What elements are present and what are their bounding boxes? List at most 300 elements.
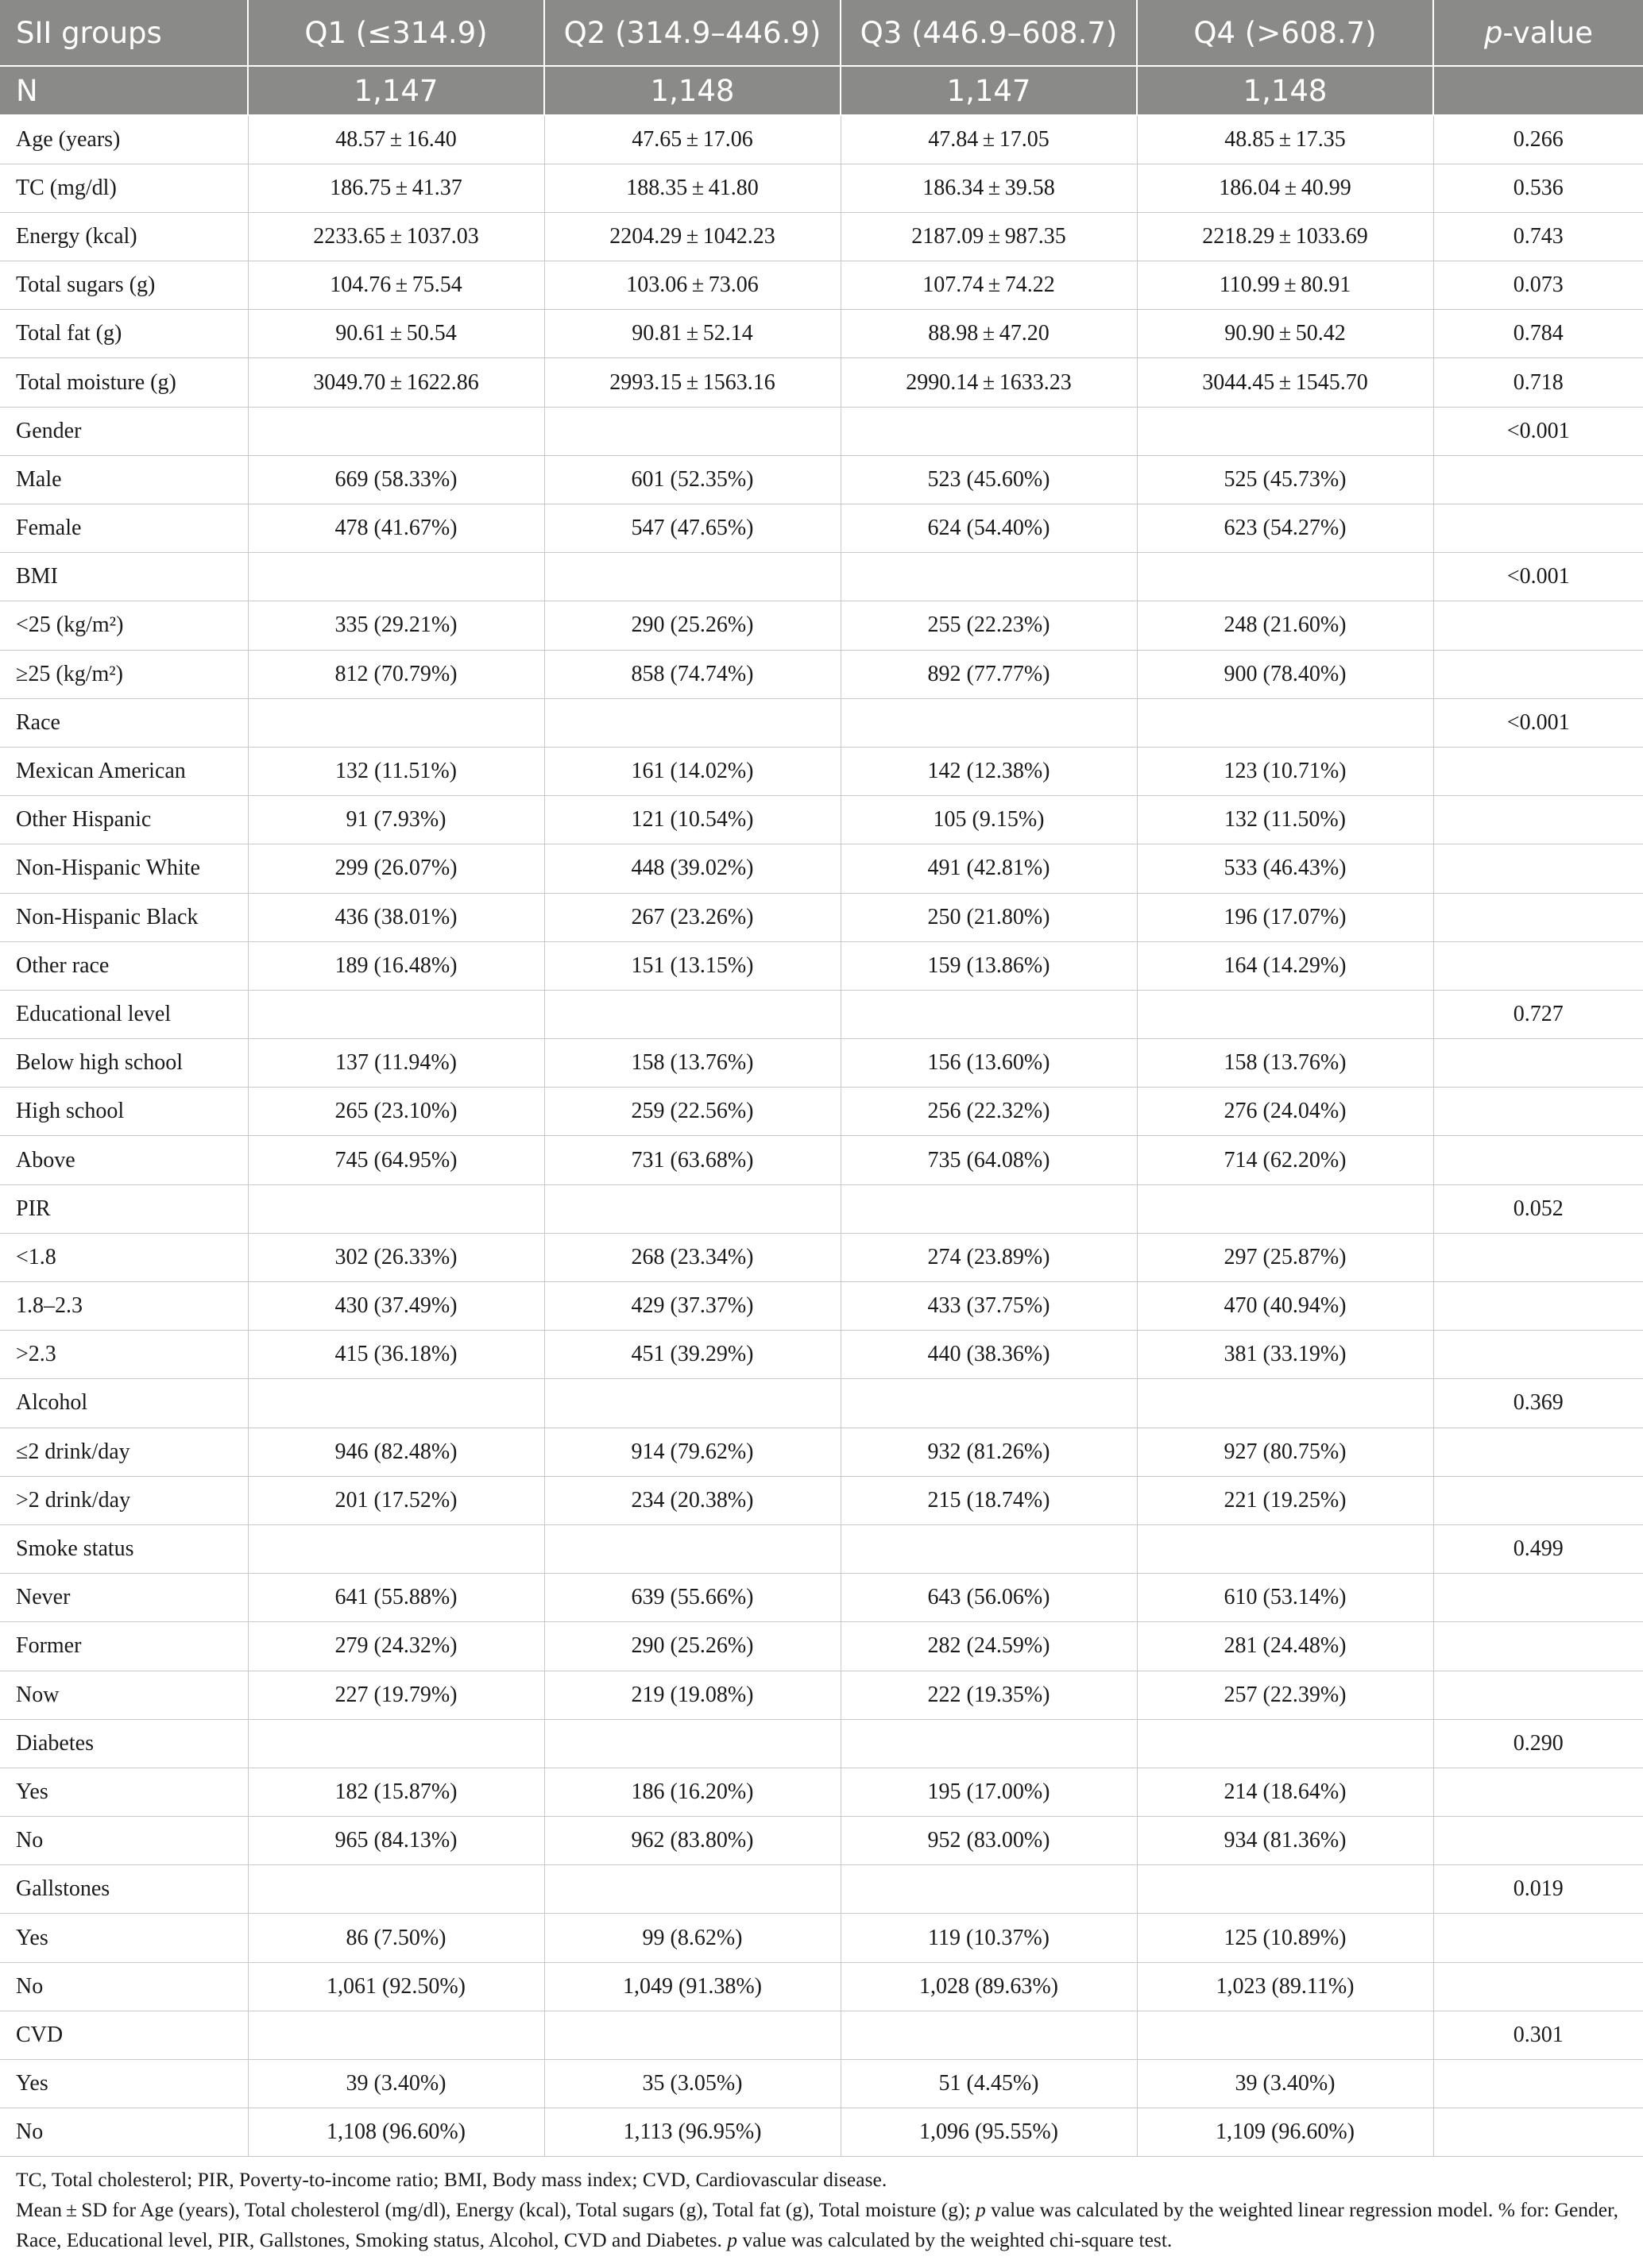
row-label: BMI bbox=[0, 553, 248, 601]
cell-q1: 745 (64.95%) bbox=[248, 1136, 544, 1184]
cell-q2: 601 (52.35%) bbox=[544, 455, 841, 504]
cell-p-value bbox=[1433, 1476, 1643, 1524]
cell-q3 bbox=[841, 1184, 1137, 1233]
cell-q4: 39 (3.40%) bbox=[1137, 2060, 1433, 2108]
cell-q3: 107.74 ± 74.22 bbox=[841, 261, 1137, 310]
n-q2: 1,148 bbox=[544, 66, 841, 115]
cell-q4: 900 (78.40%) bbox=[1137, 650, 1433, 698]
row-label: PIR bbox=[0, 1184, 248, 1233]
cell-p-value bbox=[1433, 1428, 1643, 1476]
cell-q2: 268 (23.34%) bbox=[544, 1233, 841, 1281]
cell-q2: 158 (13.76%) bbox=[544, 1039, 841, 1088]
table-row bbox=[0, 1379, 1643, 1428]
table-row bbox=[0, 844, 1643, 893]
table-row bbox=[0, 1476, 1643, 1524]
cell-q4 bbox=[1137, 1719, 1433, 1768]
cell-q2 bbox=[544, 553, 841, 601]
cell-q1 bbox=[248, 990, 544, 1038]
row-label: ≥25 (kg/m²) bbox=[0, 650, 248, 698]
cell-q4: 3044.45 ± 1545.70 bbox=[1137, 358, 1433, 407]
cell-q3: 215 (18.74%) bbox=[841, 1476, 1137, 1524]
row-label: Above bbox=[0, 1136, 248, 1184]
cell-q2: 35 (3.05%) bbox=[544, 2060, 841, 2108]
table-footnotes bbox=[16, 2165, 1629, 2255]
footnote-mean-text: Mean ± SD for Age (years), Total cholesterol (mg/dl), Energy (kcal), Total sugars (g), Total fat (g), Total moisture (g); bbox=[16, 2198, 976, 2221]
cell-p-value: 0.369 bbox=[1433, 1379, 1643, 1428]
row-label: Age (years) bbox=[0, 115, 248, 164]
cell-q4: 1,023 (89.11%) bbox=[1137, 1962, 1433, 2011]
cell-q4: 257 (22.39%) bbox=[1137, 1671, 1433, 1719]
table-row bbox=[0, 1574, 1643, 1622]
cell-q1: 946 (82.48%) bbox=[248, 1428, 544, 1476]
cell-q4: 125 (10.89%) bbox=[1137, 1914, 1433, 1962]
cell-q1: 1,061 (92.50%) bbox=[248, 1962, 544, 2011]
row-label: Gallstones bbox=[0, 1865, 248, 1914]
table-row bbox=[0, 893, 1643, 941]
cell-p-value bbox=[1433, 1622, 1643, 1671]
cell-q3: 433 (37.75%) bbox=[841, 1282, 1137, 1331]
header-q3: Q3 (446.9–608.7) bbox=[841, 0, 1137, 66]
cell-q3: 250 (21.80%) bbox=[841, 893, 1137, 941]
cell-q1 bbox=[248, 1865, 544, 1914]
cell-q4: 158 (13.76%) bbox=[1137, 1039, 1433, 1088]
cell-q2: 858 (74.74%) bbox=[544, 650, 841, 698]
cell-p-value: 0.266 bbox=[1433, 115, 1643, 164]
cell-p-value: 0.290 bbox=[1433, 1719, 1643, 1768]
cell-q4: 934 (81.36%) bbox=[1137, 1817, 1433, 1865]
cell-p-value bbox=[1433, 844, 1643, 893]
cell-q3 bbox=[841, 1379, 1137, 1428]
cell-p-value bbox=[1433, 504, 1643, 553]
cell-p-value: <0.001 bbox=[1433, 553, 1643, 601]
cell-q3: 105 (9.15%) bbox=[841, 796, 1137, 844]
cell-q2: 2204.29 ± 1042.23 bbox=[544, 212, 841, 261]
row-label: Non-Hispanic White bbox=[0, 844, 248, 893]
cell-q3: 51 (4.45%) bbox=[841, 2060, 1137, 2108]
n-label: N bbox=[0, 66, 248, 115]
row-label: Total fat (g) bbox=[0, 310, 248, 358]
table-row bbox=[0, 1282, 1643, 1331]
cell-q4: 470 (40.94%) bbox=[1137, 1282, 1433, 1331]
table-row bbox=[0, 1524, 1643, 1573]
header-p-value bbox=[1433, 0, 1643, 66]
cell-q2: 90.81 ± 52.14 bbox=[544, 310, 841, 358]
cell-q3: 624 (54.40%) bbox=[841, 504, 1137, 553]
cell-q4: 221 (19.25%) bbox=[1137, 1476, 1433, 1524]
cell-q2: 2993.15 ± 1563.16 bbox=[544, 358, 841, 407]
cell-q2 bbox=[544, 407, 841, 455]
table-row bbox=[0, 698, 1643, 747]
cell-q3: 119 (10.37%) bbox=[841, 1914, 1137, 1962]
row-label: Energy (kcal) bbox=[0, 212, 248, 261]
cell-q3: 735 (64.08%) bbox=[841, 1136, 1137, 1184]
cell-q3: 892 (77.77%) bbox=[841, 650, 1137, 698]
cell-q3: 932 (81.26%) bbox=[841, 1428, 1137, 1476]
cell-q2: 267 (23.26%) bbox=[544, 893, 841, 941]
cell-q1: 478 (41.67%) bbox=[248, 504, 544, 553]
cell-q1: 302 (26.33%) bbox=[248, 1233, 544, 1281]
cell-p-value bbox=[1433, 650, 1643, 698]
cell-q1: 335 (29.21%) bbox=[248, 601, 544, 650]
cell-p-value bbox=[1433, 1768, 1643, 1816]
row-label: Total sugars (g) bbox=[0, 261, 248, 310]
cell-q2: 161 (14.02%) bbox=[544, 747, 841, 795]
row-label: TC (mg/dl) bbox=[0, 164, 248, 212]
footnote-linear-text: value was calculated by the weighted linear regression model. % for: Gender, Race, Educational level, PIR, Gallstones, Smoking status, Alcohol, CVD and Diabetes. bbox=[16, 2198, 1618, 2251]
table-row bbox=[0, 1428, 1643, 1476]
cell-q1 bbox=[248, 1184, 544, 1233]
table-row bbox=[0, 504, 1643, 553]
cell-q1: 430 (37.49%) bbox=[248, 1282, 544, 1331]
cell-q3: 222 (19.35%) bbox=[841, 1671, 1137, 1719]
cell-q4 bbox=[1137, 407, 1433, 455]
cell-q4: 281 (24.48%) bbox=[1137, 1622, 1433, 1671]
cell-q2: 914 (79.62%) bbox=[544, 1428, 841, 1476]
table-row bbox=[0, 941, 1643, 990]
table-header bbox=[0, 0, 1643, 115]
table-row bbox=[0, 1962, 1643, 2011]
row-label: Mexican American bbox=[0, 747, 248, 795]
cell-q4: 276 (24.04%) bbox=[1137, 1088, 1433, 1136]
cell-q1: 132 (11.51%) bbox=[248, 747, 544, 795]
cell-q4 bbox=[1137, 990, 1433, 1038]
cell-q3 bbox=[841, 1524, 1137, 1573]
cell-q1: 265 (23.10%) bbox=[248, 1088, 544, 1136]
cell-q2 bbox=[544, 2011, 841, 2059]
cell-q2: 1,049 (91.38%) bbox=[544, 1962, 841, 2011]
footnote-p-italic-1: p bbox=[975, 2198, 986, 2221]
cell-q4: 123 (10.71%) bbox=[1137, 747, 1433, 795]
cell-q3 bbox=[841, 553, 1137, 601]
header-sii-groups: SII groups bbox=[0, 0, 248, 66]
cell-p-value bbox=[1433, 455, 1643, 504]
table-row bbox=[0, 261, 1643, 310]
row-label: <1.8 bbox=[0, 1233, 248, 1281]
cell-p-value bbox=[1433, 2108, 1643, 2157]
table-row bbox=[0, 407, 1643, 455]
cell-p-value bbox=[1433, 1914, 1643, 1962]
table-row bbox=[0, 1768, 1643, 1816]
cell-q1 bbox=[248, 698, 544, 747]
cell-q4: 214 (18.64%) bbox=[1137, 1768, 1433, 1816]
header-q1: Q1 (≤314.9) bbox=[248, 0, 544, 66]
cell-q1 bbox=[248, 2011, 544, 2059]
cell-q4: 623 (54.27%) bbox=[1137, 504, 1433, 553]
row-label: Yes bbox=[0, 2060, 248, 2108]
table-row bbox=[0, 2108, 1643, 2157]
cell-q3: 643 (56.06%) bbox=[841, 1574, 1137, 1622]
row-label: Female bbox=[0, 504, 248, 553]
table-row bbox=[0, 115, 1643, 164]
cell-q3: 952 (83.00%) bbox=[841, 1817, 1137, 1865]
table-row bbox=[0, 212, 1643, 261]
row-label: >2.3 bbox=[0, 1331, 248, 1379]
cell-q1: 641 (55.88%) bbox=[248, 1574, 544, 1622]
cell-p-value bbox=[1433, 1136, 1643, 1184]
table-row bbox=[0, 1719, 1643, 1768]
cell-p-value bbox=[1433, 1233, 1643, 1281]
table-row bbox=[0, 1865, 1643, 1914]
cell-q1: 137 (11.94%) bbox=[248, 1039, 544, 1088]
cell-q2 bbox=[544, 1184, 841, 1233]
cell-q1: 189 (16.48%) bbox=[248, 941, 544, 990]
row-label: Other race bbox=[0, 941, 248, 990]
cell-q3: 256 (22.32%) bbox=[841, 1088, 1137, 1136]
table-row bbox=[0, 601, 1643, 650]
cell-p-value bbox=[1433, 1574, 1643, 1622]
row-label: No bbox=[0, 1817, 248, 1865]
row-label: Below high school bbox=[0, 1039, 248, 1088]
table-row bbox=[0, 796, 1643, 844]
cell-q3: 186.34 ± 39.58 bbox=[841, 164, 1137, 212]
row-label: Other Hispanic bbox=[0, 796, 248, 844]
table-row bbox=[0, 990, 1643, 1038]
row-label: Never bbox=[0, 1574, 248, 1622]
cell-p-value: 0.718 bbox=[1433, 358, 1643, 407]
cell-q1: 299 (26.07%) bbox=[248, 844, 544, 893]
table-body bbox=[0, 115, 1643, 2157]
cell-q3: 440 (38.36%) bbox=[841, 1331, 1137, 1379]
cell-q4: 2218.29 ± 1033.69 bbox=[1137, 212, 1433, 261]
cell-q3 bbox=[841, 990, 1137, 1038]
row-label: No bbox=[0, 1962, 248, 2011]
cell-q1: 86 (7.50%) bbox=[248, 1914, 544, 1962]
cell-q2: 547 (47.65%) bbox=[544, 504, 841, 553]
cell-q1: 965 (84.13%) bbox=[248, 1817, 544, 1865]
cell-q2: 962 (83.80%) bbox=[544, 1817, 841, 1865]
row-label: Diabetes bbox=[0, 1719, 248, 1768]
n-p-value bbox=[1433, 66, 1643, 115]
cell-q1: 812 (70.79%) bbox=[248, 650, 544, 698]
cell-q2: 451 (39.29%) bbox=[544, 1331, 841, 1379]
cell-p-value bbox=[1433, 1282, 1643, 1331]
cell-q3: 47.84 ± 17.05 bbox=[841, 115, 1137, 164]
cell-q2: 103.06 ± 73.06 bbox=[544, 261, 841, 310]
cell-q2 bbox=[544, 1865, 841, 1914]
cell-q2 bbox=[544, 990, 841, 1038]
cell-q2: 731 (63.68%) bbox=[544, 1136, 841, 1184]
cell-q1: 436 (38.01%) bbox=[248, 893, 544, 941]
cell-q1 bbox=[248, 553, 544, 601]
n-q4: 1,148 bbox=[1137, 66, 1433, 115]
cell-q4: 714 (62.20%) bbox=[1137, 1136, 1433, 1184]
row-label: No bbox=[0, 2108, 248, 2157]
cell-q3: 1,096 (95.55%) bbox=[841, 2108, 1137, 2157]
table-row bbox=[0, 650, 1643, 698]
cell-q4 bbox=[1137, 1379, 1433, 1428]
cell-q1: 279 (24.32%) bbox=[248, 1622, 544, 1671]
table-row bbox=[0, 1622, 1643, 1671]
cell-q4: 48.85 ± 17.35 bbox=[1137, 115, 1433, 164]
table-row bbox=[0, 310, 1643, 358]
row-label: Race bbox=[0, 698, 248, 747]
cell-q2: 121 (10.54%) bbox=[544, 796, 841, 844]
table-row bbox=[0, 1331, 1643, 1379]
cell-q3: 156 (13.60%) bbox=[841, 1039, 1137, 1088]
table-row bbox=[0, 164, 1643, 212]
table-row bbox=[0, 1817, 1643, 1865]
n-row bbox=[0, 66, 1643, 115]
header-q4: Q4 (>608.7) bbox=[1137, 0, 1433, 66]
row-label: Total moisture (g) bbox=[0, 358, 248, 407]
table-row bbox=[0, 553, 1643, 601]
cell-p-value: 0.301 bbox=[1433, 2011, 1643, 2059]
row-label: <25 (kg/m²) bbox=[0, 601, 248, 650]
row-label: Gender bbox=[0, 407, 248, 455]
cell-p-value bbox=[1433, 1817, 1643, 1865]
row-label: Yes bbox=[0, 1768, 248, 1816]
cell-q1: 2233.65 ± 1037.03 bbox=[248, 212, 544, 261]
table-row bbox=[0, 1184, 1643, 1233]
cell-q2: 290 (25.26%) bbox=[544, 1622, 841, 1671]
cell-q4: 90.90 ± 50.42 bbox=[1137, 310, 1433, 358]
cell-p-value: 0.499 bbox=[1433, 1524, 1643, 1573]
table-row bbox=[0, 358, 1643, 407]
cell-q3: 274 (23.89%) bbox=[841, 1233, 1137, 1281]
cell-q2: 151 (13.15%) bbox=[544, 941, 841, 990]
cell-q3: 282 (24.59%) bbox=[841, 1622, 1137, 1671]
cell-q3: 88.98 ± 47.20 bbox=[841, 310, 1137, 358]
cell-q1: 1,108 (96.60%) bbox=[248, 2108, 544, 2157]
cell-q2: 219 (19.08%) bbox=[544, 1671, 841, 1719]
cell-q1: 91 (7.93%) bbox=[248, 796, 544, 844]
cell-q4: 297 (25.87%) bbox=[1137, 1233, 1433, 1281]
cell-q4: 132 (11.50%) bbox=[1137, 796, 1433, 844]
row-label: Educational level bbox=[0, 990, 248, 1038]
cell-q2: 188.35 ± 41.80 bbox=[544, 164, 841, 212]
cell-q4: 533 (46.43%) bbox=[1137, 844, 1433, 893]
table-row bbox=[0, 1088, 1643, 1136]
cell-q2 bbox=[544, 698, 841, 747]
cell-q3: 159 (13.86%) bbox=[841, 941, 1137, 990]
cell-q4: 1,109 (96.60%) bbox=[1137, 2108, 1433, 2157]
cell-p-value: 0.727 bbox=[1433, 990, 1643, 1038]
cell-q2: 429 (37.37%) bbox=[544, 1282, 841, 1331]
cell-q3: 491 (42.81%) bbox=[841, 844, 1137, 893]
cell-q1 bbox=[248, 407, 544, 455]
cell-q4: 186.04 ± 40.99 bbox=[1137, 164, 1433, 212]
table-row bbox=[0, 1914, 1643, 1962]
cell-q3 bbox=[841, 1865, 1137, 1914]
row-label: 1.8–2.3 bbox=[0, 1282, 248, 1331]
cell-q3 bbox=[841, 2011, 1137, 2059]
cell-p-value: 0.784 bbox=[1433, 310, 1643, 358]
cell-p-value bbox=[1433, 747, 1643, 795]
cell-q4: 610 (53.14%) bbox=[1137, 1574, 1433, 1622]
cell-p-value bbox=[1433, 1331, 1643, 1379]
cell-q4: 248 (21.60%) bbox=[1137, 601, 1433, 650]
cell-p-value: 0.073 bbox=[1433, 261, 1643, 310]
cell-q3: 523 (45.60%) bbox=[841, 455, 1137, 504]
cell-p-value: <0.001 bbox=[1433, 407, 1643, 455]
row-label: CVD bbox=[0, 2011, 248, 2059]
cell-q4: 164 (14.29%) bbox=[1137, 941, 1433, 990]
table-row bbox=[0, 1233, 1643, 1281]
cell-q3 bbox=[841, 698, 1137, 747]
cell-q1: 669 (58.33%) bbox=[248, 455, 544, 504]
cell-q1 bbox=[248, 1379, 544, 1428]
cell-q1: 227 (19.79%) bbox=[248, 1671, 544, 1719]
row-label: Now bbox=[0, 1671, 248, 1719]
cell-q1: 201 (17.52%) bbox=[248, 1476, 544, 1524]
row-label: Male bbox=[0, 455, 248, 504]
cell-q3: 2187.09 ± 987.35 bbox=[841, 212, 1137, 261]
cell-p-value bbox=[1433, 1962, 1643, 2011]
cell-q1: 3049.70 ± 1622.86 bbox=[248, 358, 544, 407]
cell-q3 bbox=[841, 1719, 1137, 1768]
row-label: Yes bbox=[0, 1914, 248, 1962]
cell-p-value bbox=[1433, 796, 1643, 844]
cell-q2: 186 (16.20%) bbox=[544, 1768, 841, 1816]
row-label: Smoke status bbox=[0, 1524, 248, 1573]
cell-q1: 48.57 ± 16.40 bbox=[248, 115, 544, 164]
cell-q3: 255 (22.23%) bbox=[841, 601, 1137, 650]
table-row bbox=[0, 1039, 1643, 1088]
cell-q4 bbox=[1137, 698, 1433, 747]
cell-q4: 196 (17.07%) bbox=[1137, 893, 1433, 941]
cell-q1: 182 (15.87%) bbox=[248, 1768, 544, 1816]
row-label: High school bbox=[0, 1088, 248, 1136]
cell-q4: 525 (45.73%) bbox=[1137, 455, 1433, 504]
cell-q2 bbox=[544, 1719, 841, 1768]
cell-q2: 234 (20.38%) bbox=[544, 1476, 841, 1524]
cell-p-value bbox=[1433, 2060, 1643, 2108]
cell-p-value bbox=[1433, 1039, 1643, 1088]
row-label: >2 drink/day bbox=[0, 1476, 248, 1524]
cell-q2: 47.65 ± 17.06 bbox=[544, 115, 841, 164]
row-label: Alcohol bbox=[0, 1379, 248, 1428]
cell-p-value bbox=[1433, 941, 1643, 990]
cell-q4 bbox=[1137, 1524, 1433, 1573]
row-label: ≤2 drink/day bbox=[0, 1428, 248, 1476]
cell-q3: 2990.14 ± 1633.23 bbox=[841, 358, 1137, 407]
header-p-rest: -value bbox=[1502, 15, 1593, 50]
cell-q4 bbox=[1137, 1184, 1433, 1233]
cell-q1: 415 (36.18%) bbox=[248, 1331, 544, 1379]
cell-q1: 39 (3.40%) bbox=[248, 2060, 544, 2108]
cell-p-value: 0.743 bbox=[1433, 212, 1643, 261]
cell-q2: 639 (55.66%) bbox=[544, 1574, 841, 1622]
table-row bbox=[0, 1671, 1643, 1719]
cell-q4 bbox=[1137, 2011, 1433, 2059]
cell-p-value: 0.019 bbox=[1433, 1865, 1643, 1914]
row-label: Former bbox=[0, 1622, 248, 1671]
table-row bbox=[0, 2060, 1643, 2108]
footnote-abbreviations: TC, Total cholesterol; PIR, Poverty-to-income ratio; BMI, Body mass index; CVD, Cardiovascular disease. bbox=[16, 2168, 887, 2191]
cell-q1 bbox=[248, 1719, 544, 1768]
cell-q4: 381 (33.19%) bbox=[1137, 1331, 1433, 1379]
table-row bbox=[0, 1136, 1643, 1184]
cell-p-value bbox=[1433, 893, 1643, 941]
table-row bbox=[0, 747, 1643, 795]
cell-p-value bbox=[1433, 1088, 1643, 1136]
n-q3: 1,147 bbox=[841, 66, 1137, 115]
cell-q4 bbox=[1137, 553, 1433, 601]
header-row bbox=[0, 0, 1643, 66]
footnote-chi-text: value was calculated by the weighted chi-square test. bbox=[736, 2228, 1173, 2251]
header-p-italic: p bbox=[1484, 15, 1503, 50]
cell-q3 bbox=[841, 407, 1137, 455]
cell-q2: 259 (22.56%) bbox=[544, 1088, 841, 1136]
cell-p-value bbox=[1433, 1671, 1643, 1719]
cell-q1: 186.75 ± 41.37 bbox=[248, 164, 544, 212]
cell-q2: 290 (25.26%) bbox=[544, 601, 841, 650]
row-label: Non-Hispanic Black bbox=[0, 893, 248, 941]
table-row bbox=[0, 455, 1643, 504]
cell-p-value: 0.536 bbox=[1433, 164, 1643, 212]
cell-q4: 927 (80.75%) bbox=[1137, 1428, 1433, 1476]
cell-q3: 195 (17.00%) bbox=[841, 1768, 1137, 1816]
